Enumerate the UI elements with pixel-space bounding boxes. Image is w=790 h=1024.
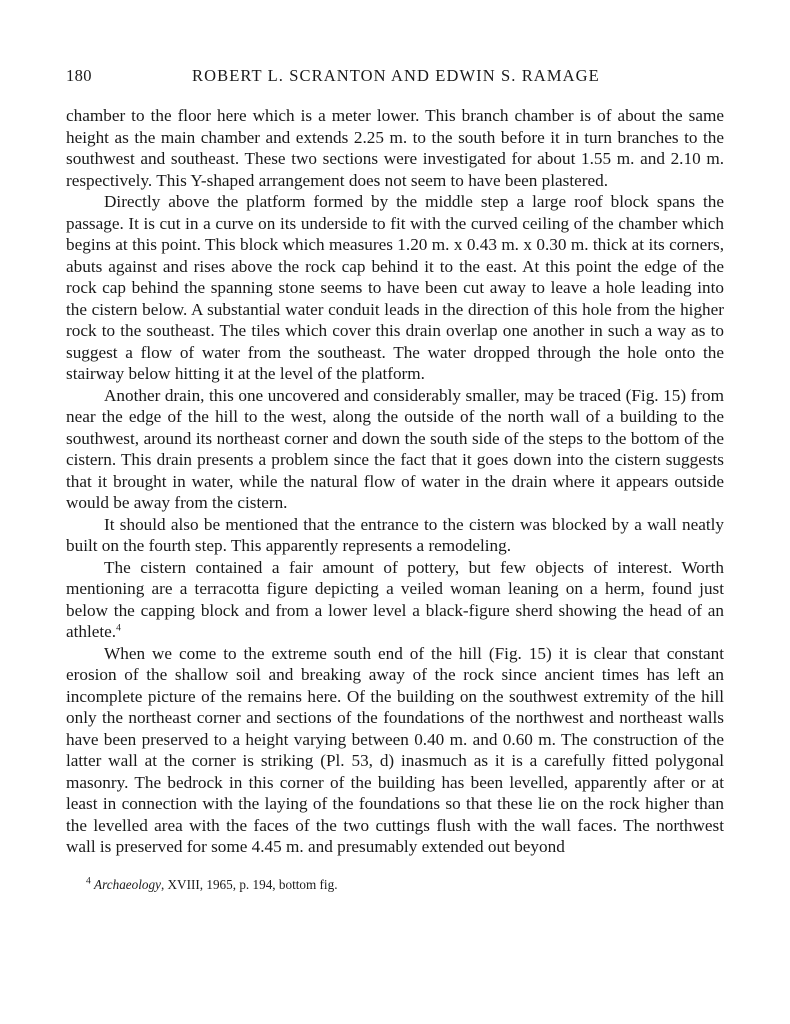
running-head bbox=[66, 66, 724, 90]
paragraph-continued bbox=[66, 105, 724, 191]
paragraph-entrance-wall bbox=[66, 514, 724, 557]
footnote-citation: , XVIII, 1965, p. 194, bottom fig. bbox=[160, 876, 338, 892]
paragraph-text: Directly above the platform formed by the middle step a large roof block spans the passage. It is cut in a curve on its underside to fit with the curved ceiling of the chamber which begins at this point. This block which measures 1.20 m. x 0.43 m. x 0.30 m. thick at its corners, abuts against and rises above the rock cap behind it to the east. At this point the edge of the rock cap behind the spanning stone seems to have been cut away to leave a hole leading into the cistern below. A substantial water conduit leads in the direction of this hole from the higher rock to the southeast. The tiles which cover this drain overlap one another in such a way as to suggest a flow of water from the southeast. The water dropped through the hole onto the stairway below hitting it at the level of the platform. bbox=[66, 192, 724, 383]
paragraph-text: It should also be mentioned that the entrance to the cistern was blocked by a wall neatly built on the fourth step. This apparently represents a remodeling. bbox=[66, 514, 724, 555]
paragraph-text: When we come to the extreme south end of the hill (Fig. 15) it is clear that constant erosion of the shallow soil and breaking away of the rock since ancient times has left an incomplete picture of the remains here. Of the building on the southwest extremity of the hill only the northeast corner and sections of the foundations of the northwest and northeast walls have been preserved to a height varying between 0.40 m. and 0.60 m. The construction of the latter wall at the corner is striking (Pl. 53, d) inasmuch as it is a carefully fitted polygonal masonry. The bedrock in this corner of the building has been levelled, apparently after or at least in connection with the laying of the foundations so that these lie on the rock higher than the levelled area with the faces of the two cuttings flush with the wall faces. The northwest wall is preserved for some 4.45 m. and presumably extended out beyond bbox=[66, 643, 724, 856]
footnote-marker: 4 bbox=[86, 876, 91, 887]
footnote bbox=[66, 876, 724, 893]
body-text bbox=[66, 105, 724, 858]
running-head-authors: ROBERT L. SCRANTON AND EDWIN S. RAMAGE bbox=[192, 66, 600, 85]
paragraph-cistern-finds bbox=[66, 557, 724, 643]
page bbox=[66, 66, 724, 893]
paragraph-text: Another drain, this one uncovered and considerably smaller, may be traced (Fig. 15) from near the edge of the hill to the west, along the outside of the north wall of a building to the southwest, around its northeast corner and down the south side of the steps to the bottom of the cistern. This drain presents a problem since the fact that it goes down into the cistern suggests that it brought in water, while the natural flow of water in the drain where it appears outside would be away from the cistern. bbox=[66, 385, 724, 512]
paragraph-roof-block bbox=[66, 191, 724, 385]
footnote-reference: 4 bbox=[116, 623, 121, 634]
paragraph-south-end bbox=[66, 643, 724, 858]
page-number: 180 bbox=[66, 66, 92, 85]
paragraph-text: chamber to the floor here which is a meter lower. This branch chamber is of about the same height as the main chamber and extends 2.25 m. to the south before it in turn branches to the southwest and southeast. These two sections were investigated for about 1.55 m. and 2.10 m. respectively. This Y-shaped arrangement does not seem to have been plastered. bbox=[66, 106, 724, 190]
footnote-journal: Archaeology bbox=[94, 876, 161, 892]
paragraph-second-drain bbox=[66, 385, 724, 514]
paragraph-text: The cistern contained a fair amount of pottery, but few objects of interest. Worth mentioning are a terracotta figure depicting a veiled woman leaning on a herm, found just below the capping block and from a lower level a black-figure sherd showing the head of an athlete. bbox=[66, 557, 724, 641]
